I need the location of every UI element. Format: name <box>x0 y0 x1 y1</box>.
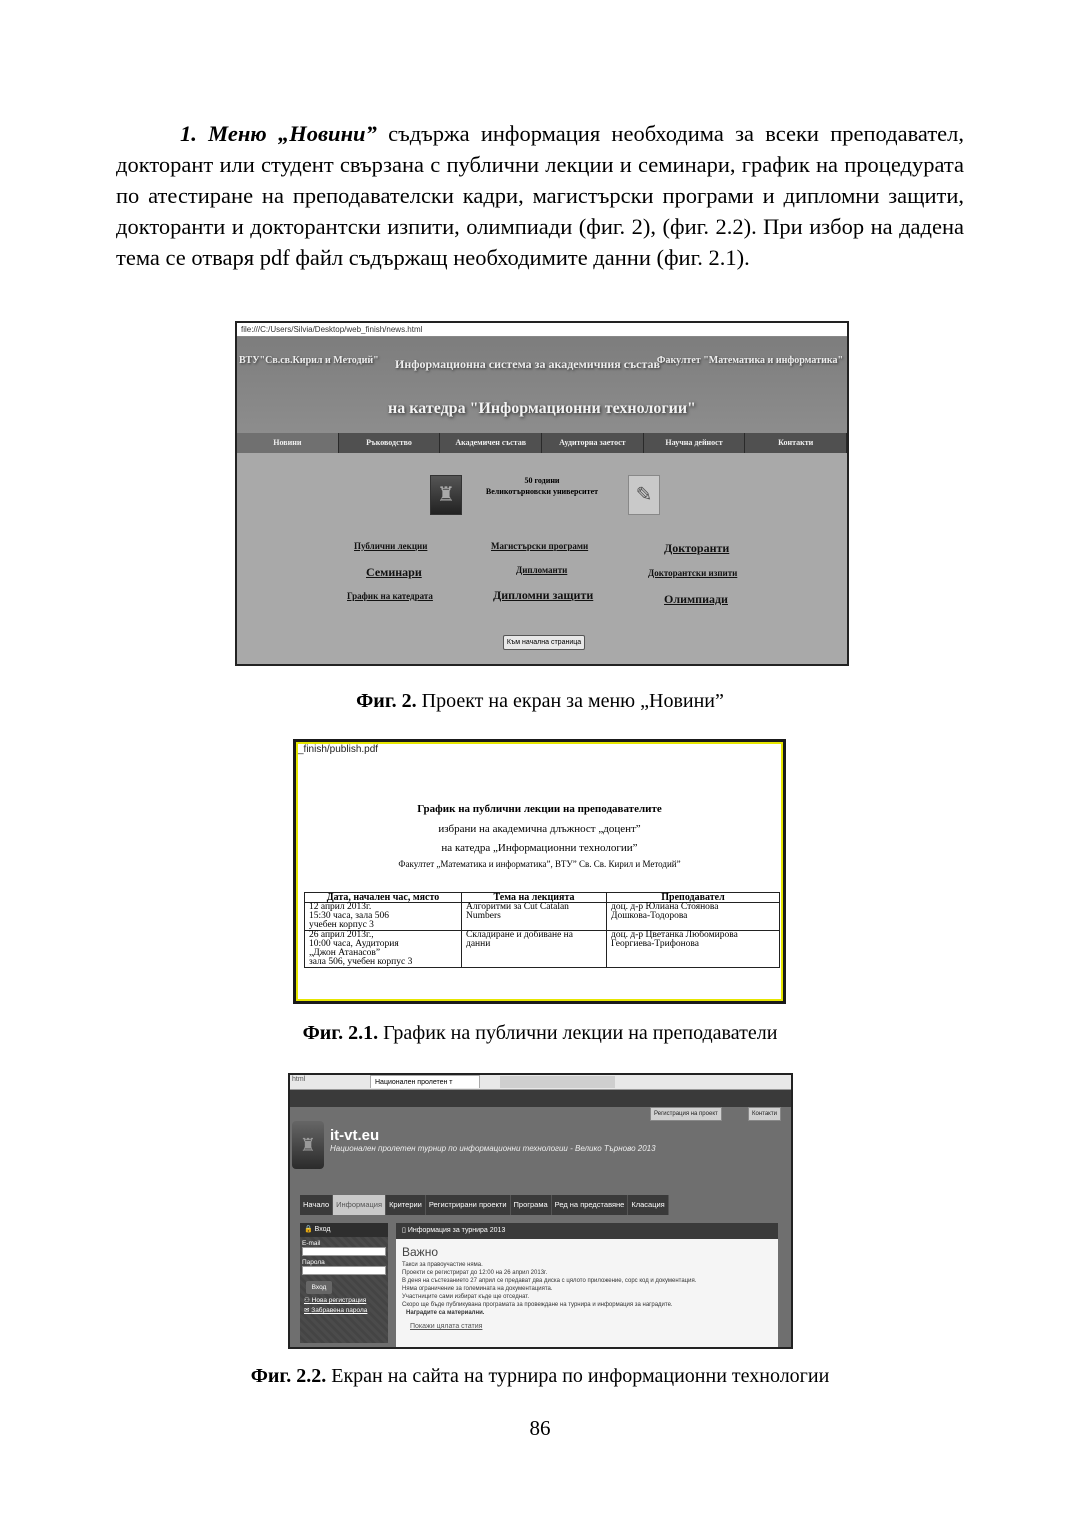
info-line: Участниците сами избират къде ще отседнат. <box>402 1294 530 1300</box>
info-header <box>396 1223 778 1239</box>
link-seminars[interactable]: Семинари <box>366 565 422 579</box>
figure-2-caption <box>0 690 1080 713</box>
row2-lecturer-line: Георгиева-Трифонова <box>611 939 700 949</box>
browser-tab-html[interactable]: html <box>292 1076 306 1083</box>
figure-2-caption-label: Фиг. 2. <box>356 690 417 712</box>
site-subtitle: Национален пролетен турнир по информационни технологии - Велико Търново 2013 <box>330 1144 656 1153</box>
row1-lecturer-line: Дошкова-Тодорова <box>611 911 688 921</box>
fig2-anniversary <box>477 475 607 497</box>
info-line: Проекти се регистрират до 12:00 на 26 април 2013г. <box>402 1270 548 1276</box>
menu-criteria[interactable]: Критерии <box>386 1195 426 1215</box>
table-row <box>305 931 780 968</box>
forgot-password-link[interactable] <box>300 1306 388 1314</box>
menu-news-heading: 1. Меню „Новини” <box>180 121 377 146</box>
fig21-line2: избрани на академична длъжност „доцент” <box>438 823 641 835</box>
document-icon: ▯ <box>402 1227 406 1234</box>
figure-2-2-caption-label: Фиг. 2.2. <box>250 1365 327 1387</box>
figure-2-1-screenshot <box>293 739 786 1004</box>
site-top-bar <box>290 1090 791 1107</box>
login-button[interactable]: Вход <box>306 1281 332 1294</box>
table-row <box>305 903 780 931</box>
link-dept-schedule[interactable]: График на катедрата <box>347 591 433 601</box>
row2-lecturer-line: доц. д-р Цветанка Любомирова <box>611 930 738 940</box>
link-public-lectures[interactable]: Публични лекции <box>354 541 428 551</box>
menu-order[interactable]: Ред на представяне <box>552 1195 629 1215</box>
figure-2-screenshot <box>235 321 849 666</box>
row2-date-line: 10:00 часа, Аудитория <box>309 939 399 949</box>
site-name: it-vt.eu <box>330 1127 380 1144</box>
figure-2-1-caption <box>0 1022 1080 1045</box>
fig21-line3: на катедра „Информационни технологии” <box>441 842 638 854</box>
figure-2-1-caption-label: Фиг. 2.1. <box>302 1022 379 1044</box>
figure-2-2-screenshot <box>288 1073 793 1349</box>
fig2-header-faculty: Факултет "Математика и информатика" <box>656 355 843 366</box>
row2-topic-line: Складиране и добиване на <box>466 930 573 940</box>
browser-tab-tournament[interactable]: Национален пролетен т <box>370 1075 480 1088</box>
fig21-line4: Факултет „Математика и информатика”, ВТУ” Св. Св. Кирил и Методий” <box>398 859 681 869</box>
info-line: В деня на състезанието 27 април се предават два диска с цялото приложение, сорс код и документация. <box>402 1278 697 1284</box>
row1-date-line: 12 април 2013г. <box>309 902 372 912</box>
fig2-nav-workload[interactable]: Аудиторна заетост <box>542 433 644 453</box>
menu-home[interactable]: Начало <box>300 1195 333 1215</box>
row2-topic <box>462 931 607 968</box>
login-panel <box>300 1223 388 1343</box>
lock-icon: 🔒 <box>304 1226 313 1233</box>
row1-topic-line: Алгоритми за Cut Catalan <box>466 902 569 912</box>
fig2-anniversary-years: 50 години <box>524 476 560 485</box>
home-page-button[interactable]: Към начална страница <box>503 635 585 650</box>
col-topic: Тема на лекцията <box>462 893 607 903</box>
fig2-nav <box>237 433 847 453</box>
row1-topic-line: Numbers <box>466 911 501 921</box>
fig2-nav-news[interactable]: Новини <box>237 433 339 453</box>
figure-2-2-caption-text: Екран на сайта на турнира по информационни технологии <box>326 1365 830 1387</box>
info-body <box>402 1261 778 1317</box>
row2-date-line: зала 506, учебен корпус 3 <box>309 957 413 967</box>
site-menu <box>300 1195 669 1215</box>
menu-program[interactable]: Програма <box>511 1195 552 1215</box>
fig2-url: file:///C:/Users/Silvia/Desktop/web_finish/news.html <box>237 323 847 337</box>
university-emblem-icon: ♜ <box>430 475 462 515</box>
fig2-anniversary-university: Великотърновски университет <box>485 487 599 496</box>
info-line: Няма ограничение за големината на документацията. <box>402 1286 553 1292</box>
row1-topic <box>462 903 607 931</box>
figure-2-1-caption-text: График на публични лекции на преподаватели <box>378 1022 778 1044</box>
tournament-logo-icon: ♜ <box>292 1121 324 1169</box>
menu-information[interactable]: Информация <box>333 1195 386 1215</box>
figure-2-2-caption <box>0 1365 1080 1388</box>
fig2-header-university: ВТУ"Св.св.Кирил и Методий" <box>239 355 379 366</box>
info-header-label: Информация за турнира 2013 <box>407 1227 506 1234</box>
row2-date <box>305 931 462 968</box>
link-graduates[interactable]: Дипломанти <box>516 565 568 575</box>
link-masters[interactable]: Магистърски програми <box>491 541 589 551</box>
col-lecturer: Преподавател <box>607 893 780 903</box>
fig2-nav-management[interactable]: Ръководство <box>339 433 441 453</box>
email-label: E-mail <box>302 1240 321 1247</box>
row1-lecturer-line: доц. д-р Юлиана Стоянова <box>611 902 719 912</box>
show-full-article-link[interactable]: Покажи цялата статия <box>410 1323 483 1330</box>
info-line: Скоро ще бъде публикувана програмата за провеждане на турнира и информация за наградите. <box>402 1302 673 1308</box>
password-input[interactable] <box>302 1266 386 1275</box>
login-header <box>300 1223 388 1237</box>
row2-lecturer <box>607 931 780 968</box>
link-phd[interactable]: Докторанти <box>664 541 730 555</box>
lectures-table <box>304 892 780 968</box>
row2-topic-line: данни <box>466 939 491 949</box>
faculty-logo-icon: ✎ <box>628 475 660 515</box>
col-date: Дата, начален час, място <box>305 893 462 903</box>
page-number: 86 <box>529 1416 551 1440</box>
intro-paragraph <box>116 118 964 273</box>
email-input[interactable] <box>302 1247 386 1256</box>
menu-registered-projects[interactable]: Регистрирани проекти <box>426 1195 511 1215</box>
browser-tabs <box>290 1075 791 1090</box>
forgot-password-label: Забравена парола <box>311 1307 368 1314</box>
fig2-nav-research[interactable]: Научна дейност <box>644 433 746 453</box>
paragraph-body: съдържа информация необходима за всеки преподавател, докторант или студент свързана с публични лекции и семинари, график на процедурата по атестиране на преподавателски кадри, магистърски програми и дипломни защити, докторанти и докторантски изпити, олимпиади (фиг. 2), (фиг. 2.2). При избор на дадена тема се отваря pdf файл съдържащ необходимите данни (фиг. 2.1). <box>116 121 964 270</box>
row1-date-line: учебен корпус 3 <box>309 920 374 930</box>
figure-2-caption-text: Проект на екран за меню „Новини” <box>416 690 724 712</box>
fig2-header-system: Информационна система за академичния състав <box>395 357 660 371</box>
password-label: Парола <box>302 1259 325 1266</box>
fig21-title: График на публични лекции на преподавателите <box>417 803 662 815</box>
table-header-row <box>305 893 780 903</box>
row2-date-line: „Джон Атанасов” <box>309 948 381 958</box>
login-header-label: Вход <box>314 1226 331 1233</box>
row1-lecturer <box>607 903 780 931</box>
info-panel <box>396 1223 778 1347</box>
browser-tab-blurred[interactable] <box>500 1076 615 1088</box>
contacts-button[interactable]: Контакти <box>748 1107 781 1121</box>
user-icon: ⚇ <box>304 1297 310 1304</box>
row2-date-line: 26 април 2013г., <box>309 930 374 940</box>
fig2-nav-contacts[interactable]: Контакти <box>745 433 847 453</box>
fig21-url: _finish/publish.pdf <box>298 744 379 755</box>
menu-ranking[interactable]: Класация <box>628 1195 668 1215</box>
awards-line: Наградите са материални. <box>406 1310 485 1316</box>
link-thesis[interactable]: Дипломни защити <box>493 588 594 602</box>
fig2-header <box>237 337 847 433</box>
row1-date-line: 15:30 часа, зала 506 <box>309 911 389 921</box>
register-project-button[interactable]: Регистрация на проект <box>650 1107 722 1121</box>
row1-date <box>305 903 462 931</box>
new-registration-label: Нова регистрация <box>311 1297 367 1304</box>
info-line: Такси за правоучастие няма. <box>402 1262 483 1268</box>
mail-icon: ✉ <box>304 1307 310 1314</box>
fig2-nav-staff[interactable]: Академичен състав <box>440 433 542 453</box>
link-phd-exams[interactable]: Докторантски изпити <box>648 568 738 578</box>
new-registration-link[interactable] <box>300 1296 388 1304</box>
important-heading: Важно <box>402 1245 439 1259</box>
link-olympiads[interactable]: Олимпиади <box>664 592 728 606</box>
fig2-header-department: на катедра "Информационни технологии" <box>388 400 696 417</box>
